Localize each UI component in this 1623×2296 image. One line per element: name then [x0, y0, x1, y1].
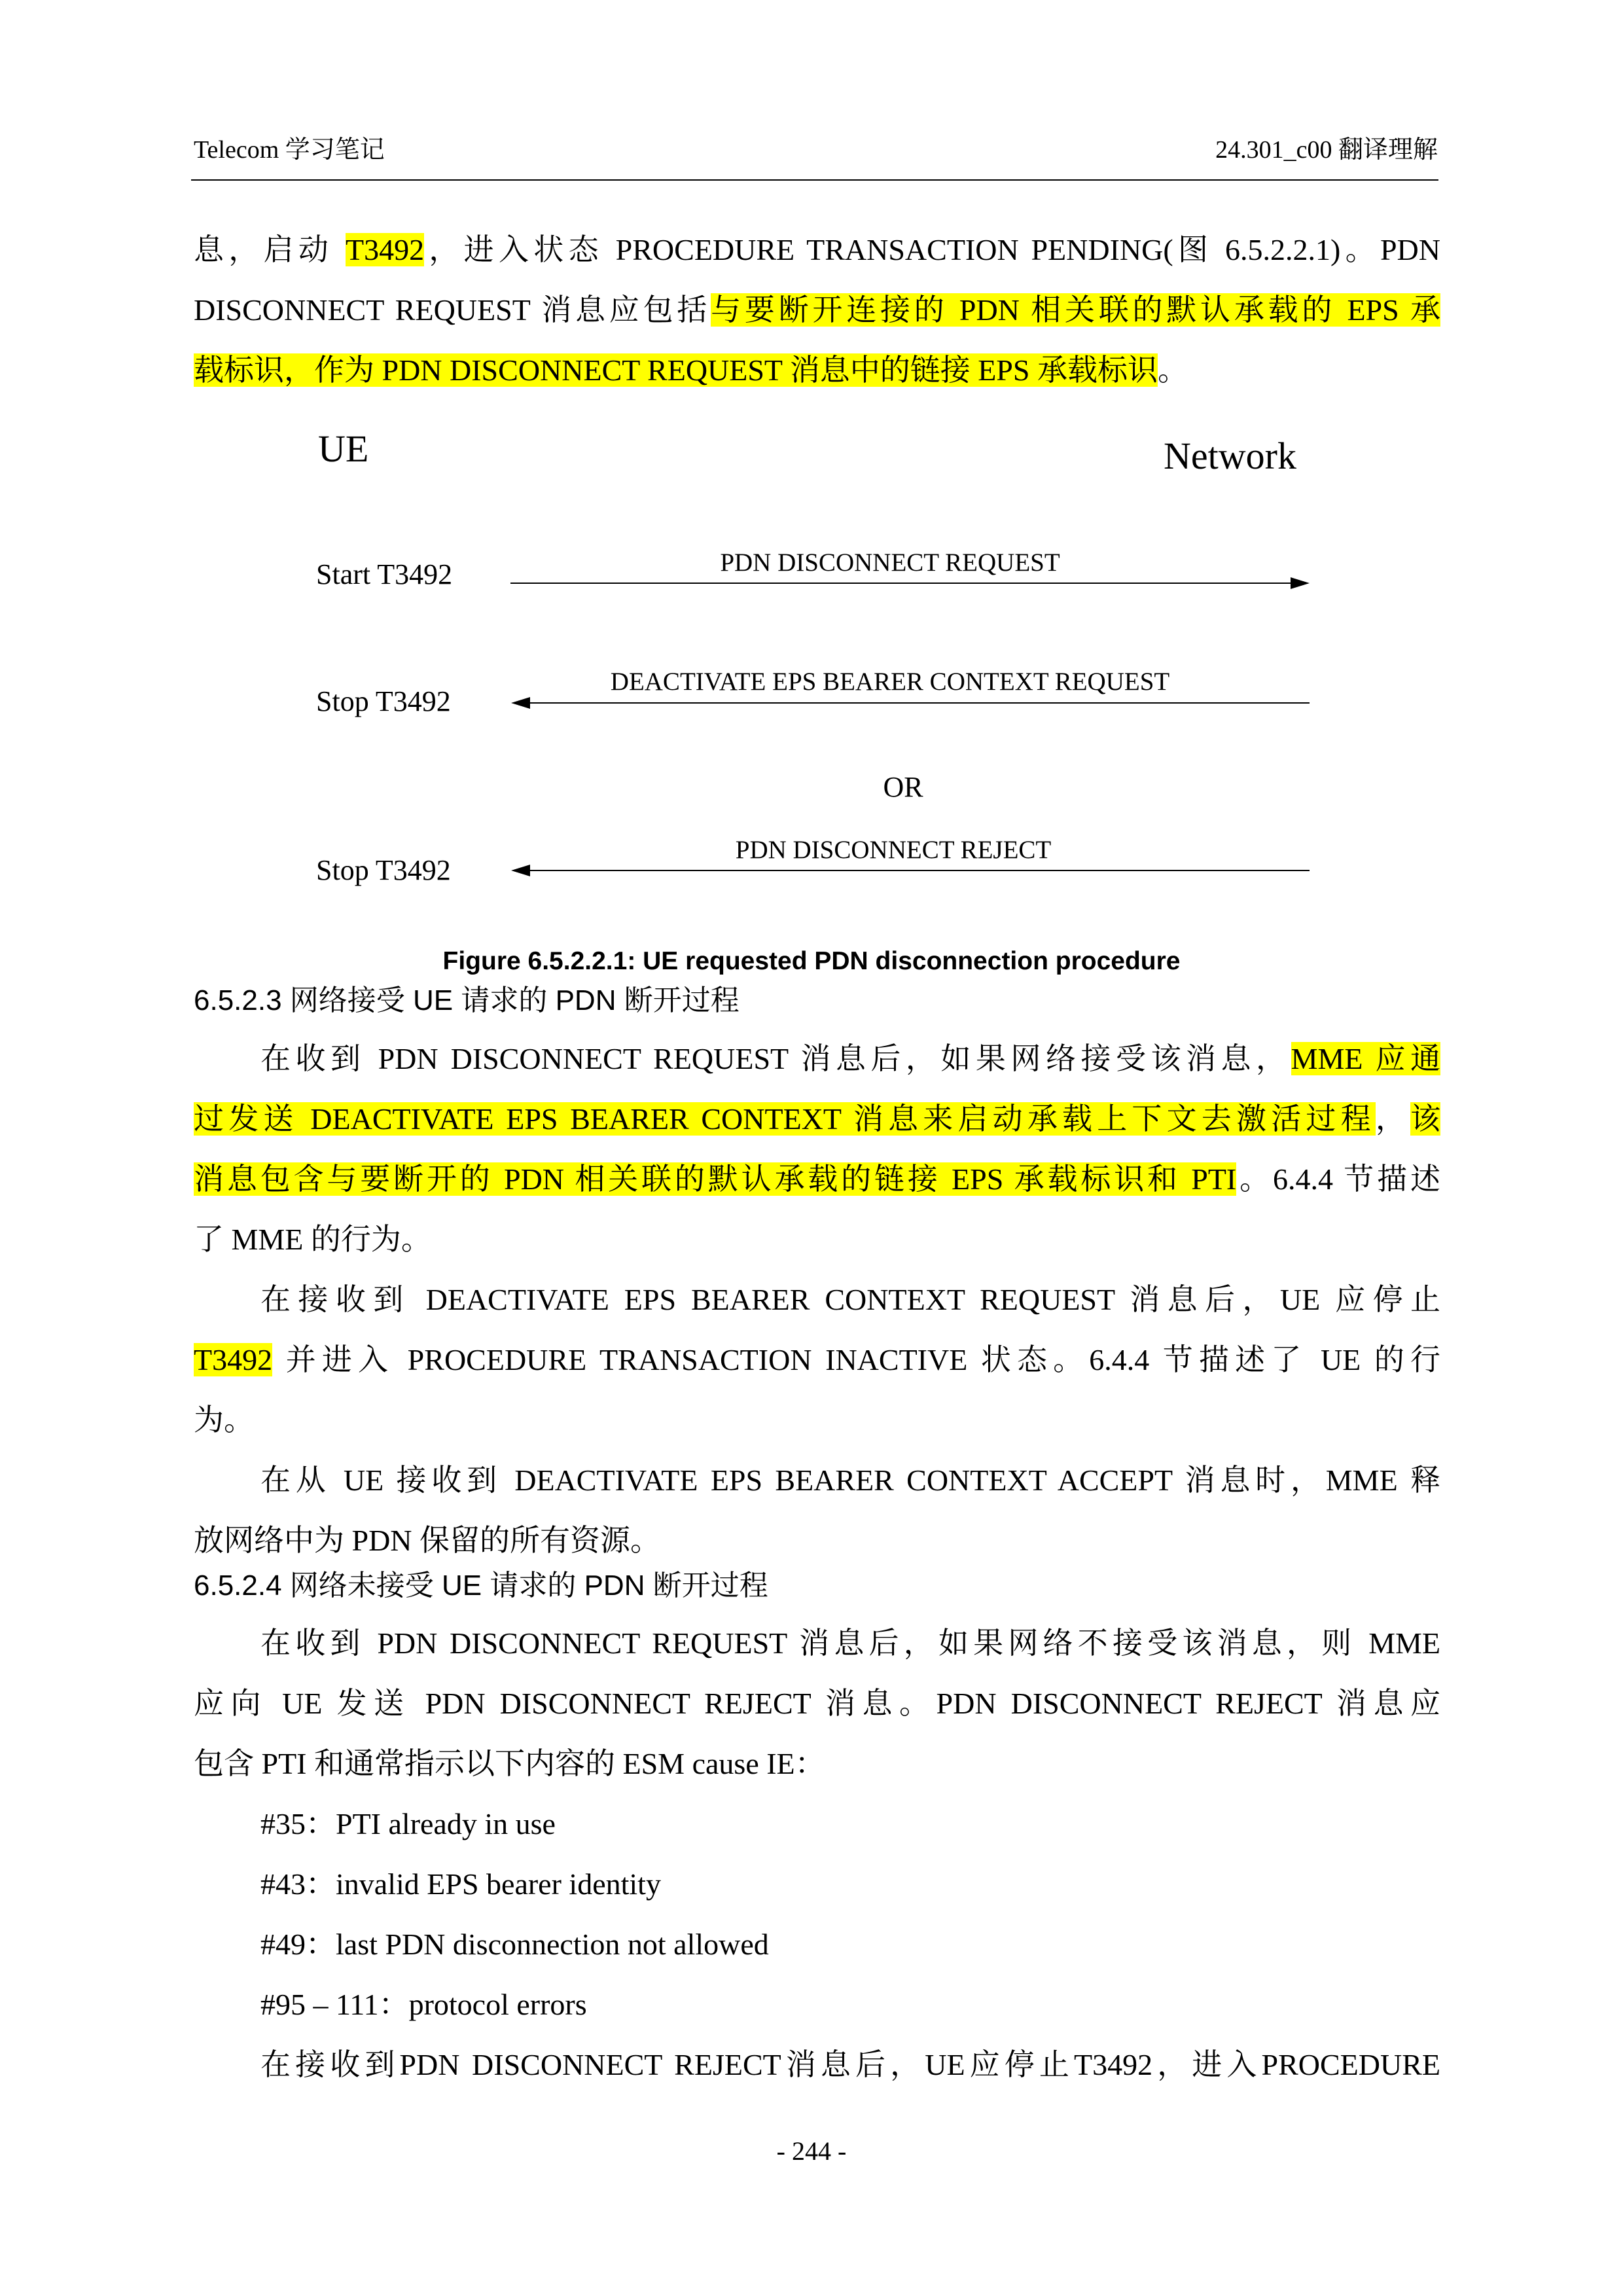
text-run: ，进入状态 PROCEDURE TRANSACTION PENDING(图 6.5.2.2.1)。PDN: [424, 233, 1440, 266]
figure-msg-deactivate-request: DEACTIVATE EPS BEARER CONTEXT REQUEST: [610, 668, 1170, 696]
text-run: 息，启动: [194, 233, 346, 266]
sec623-p1-line-3: [194, 1160, 1440, 1199]
sec623-p1-line-2: [194, 1100, 1440, 1139]
sec623-p1-line-1: [260, 1039, 1440, 1079]
text-run: 在收到 PDN DISCONNECT REQUEST 消息后，如果网络接受该消息，: [260, 1042, 1291, 1075]
highlight-text: 载标识，作为 PDN DISCONNECT REQUEST 消息中的链接 EPS 承载标识: [194, 353, 1158, 387]
cause-item: #35：PTI already in use: [260, 1807, 556, 1840]
text-run: 。6.4.4 节描述: [1236, 1162, 1440, 1196]
sec623-p2-line-3: 为。: [194, 1403, 254, 1437]
text-run: DISCONNECT REQUEST 消息应包括: [194, 293, 711, 327]
arrow-deactivate: [511, 697, 1310, 709]
sec623-p2-line-1: 在接收到 DEACTIVATE EPS BEARER CONTEXT REQUEST 消息后，UE 应停止: [260, 1283, 1440, 1316]
text-run: 并进入 PROCEDURE TRANSACTION INACTIVE 状态。6.4.4 节描述了 UE 的行: [272, 1343, 1440, 1376]
figure-stop-timer-1: Stop T3492: [316, 685, 451, 717]
header-title: Telecom 学习笔记: [194, 136, 385, 164]
highlight-text: 该: [1410, 1102, 1441, 1136]
header-doc-ref: 24.301_c00 翻译理解: [1215, 136, 1438, 164]
arrow-reject: [511, 865, 1310, 876]
sequence-arrows: [0, 0, 1623, 982]
sec624-p1-line-1: 在收到 PDN DISCONNECT REQUEST 消息后，如果网络不接受该消息，则 MME: [260, 1626, 1440, 1660]
figure-msg-pdn-disconnect-request: PDN DISCONNECT REQUEST: [720, 548, 1060, 577]
figure-or-label: OR: [883, 771, 923, 803]
section-heading-6524: 6.5.2.4 网络未接受 UE 请求的 PDN 断开过程: [194, 1570, 768, 1602]
sec623-p3-line-1: 在从 UE 接收到 DEACTIVATE EPS BEARER CONTEXT ACCEPT 消息时，MME 释: [260, 1463, 1440, 1497]
highlight-text: 消息包含与要断开的 PDN 相关联的默认承载的链接 EPS 承载标识和 PTI: [194, 1162, 1237, 1196]
text-run: 。: [1157, 353, 1188, 387]
sec623-p1-line-4: 了 MME 的行为。: [194, 1223, 431, 1256]
text-run: ，: [1375, 1102, 1411, 1136]
sec624-p1-line-3: 包含 PTI 和通常指示以下内容的 ESM cause IE：: [194, 1747, 825, 1780]
highlight-t3492: T3492: [194, 1343, 273, 1376]
figure-stop-timer-2: Stop T3492: [316, 854, 451, 886]
cause-item: #49：last PDN disconnection not allowed: [260, 1928, 769, 1961]
page-number: - 244 -: [776, 2136, 847, 2166]
figure-network-label: Network: [1164, 435, 1296, 477]
cause-item: #95 – 111：protocol errors: [260, 1988, 587, 2021]
figure-caption: Figure 6.5.2.2.1: UE requested PDN disconnection procedure: [442, 947, 1181, 975]
highlight-t3492: T3492: [345, 233, 425, 266]
sec623-p3-line-2: 放网络中为 PDN 保留的所有资源。: [194, 1524, 661, 1557]
figure-ue-label: UE: [318, 427, 369, 470]
highlight-text: MME 应通: [1291, 1042, 1440, 1075]
highlight-text: 过发送 DEACTIVATE EPS BEARER CONTEXT 消息来启动承载上下文去激活过程: [194, 1102, 1376, 1136]
highlight-text: 与要断开连接的 PDN 相关联的默认承载的 EPS 承: [711, 293, 1440, 327]
arrow-request: [510, 577, 1310, 589]
section-heading-6523: 6.5.2.3 网络接受 UE 请求的 PDN 断开过程: [194, 984, 740, 1016]
sec624-last-line: 在接收到PDN DISCONNECT REJECT消息后，UE应停止T3492，进入PROCEDURE: [260, 2048, 1440, 2081]
cause-item: #43：invalid EPS bearer identity: [260, 1867, 661, 1901]
figure-msg-pdn-disconnect-reject: PDN DISCONNECT REJECT: [735, 836, 1052, 864]
sec623-p2-line-2: [194, 1340, 1440, 1380]
figure-start-timer: Start T3492: [316, 558, 453, 590]
sec624-p1-line-2: 应向 UE 发送 PDN DISCONNECT REJECT 消息。PDN DISCONNECT REJECT 消息应: [194, 1687, 1440, 1720]
